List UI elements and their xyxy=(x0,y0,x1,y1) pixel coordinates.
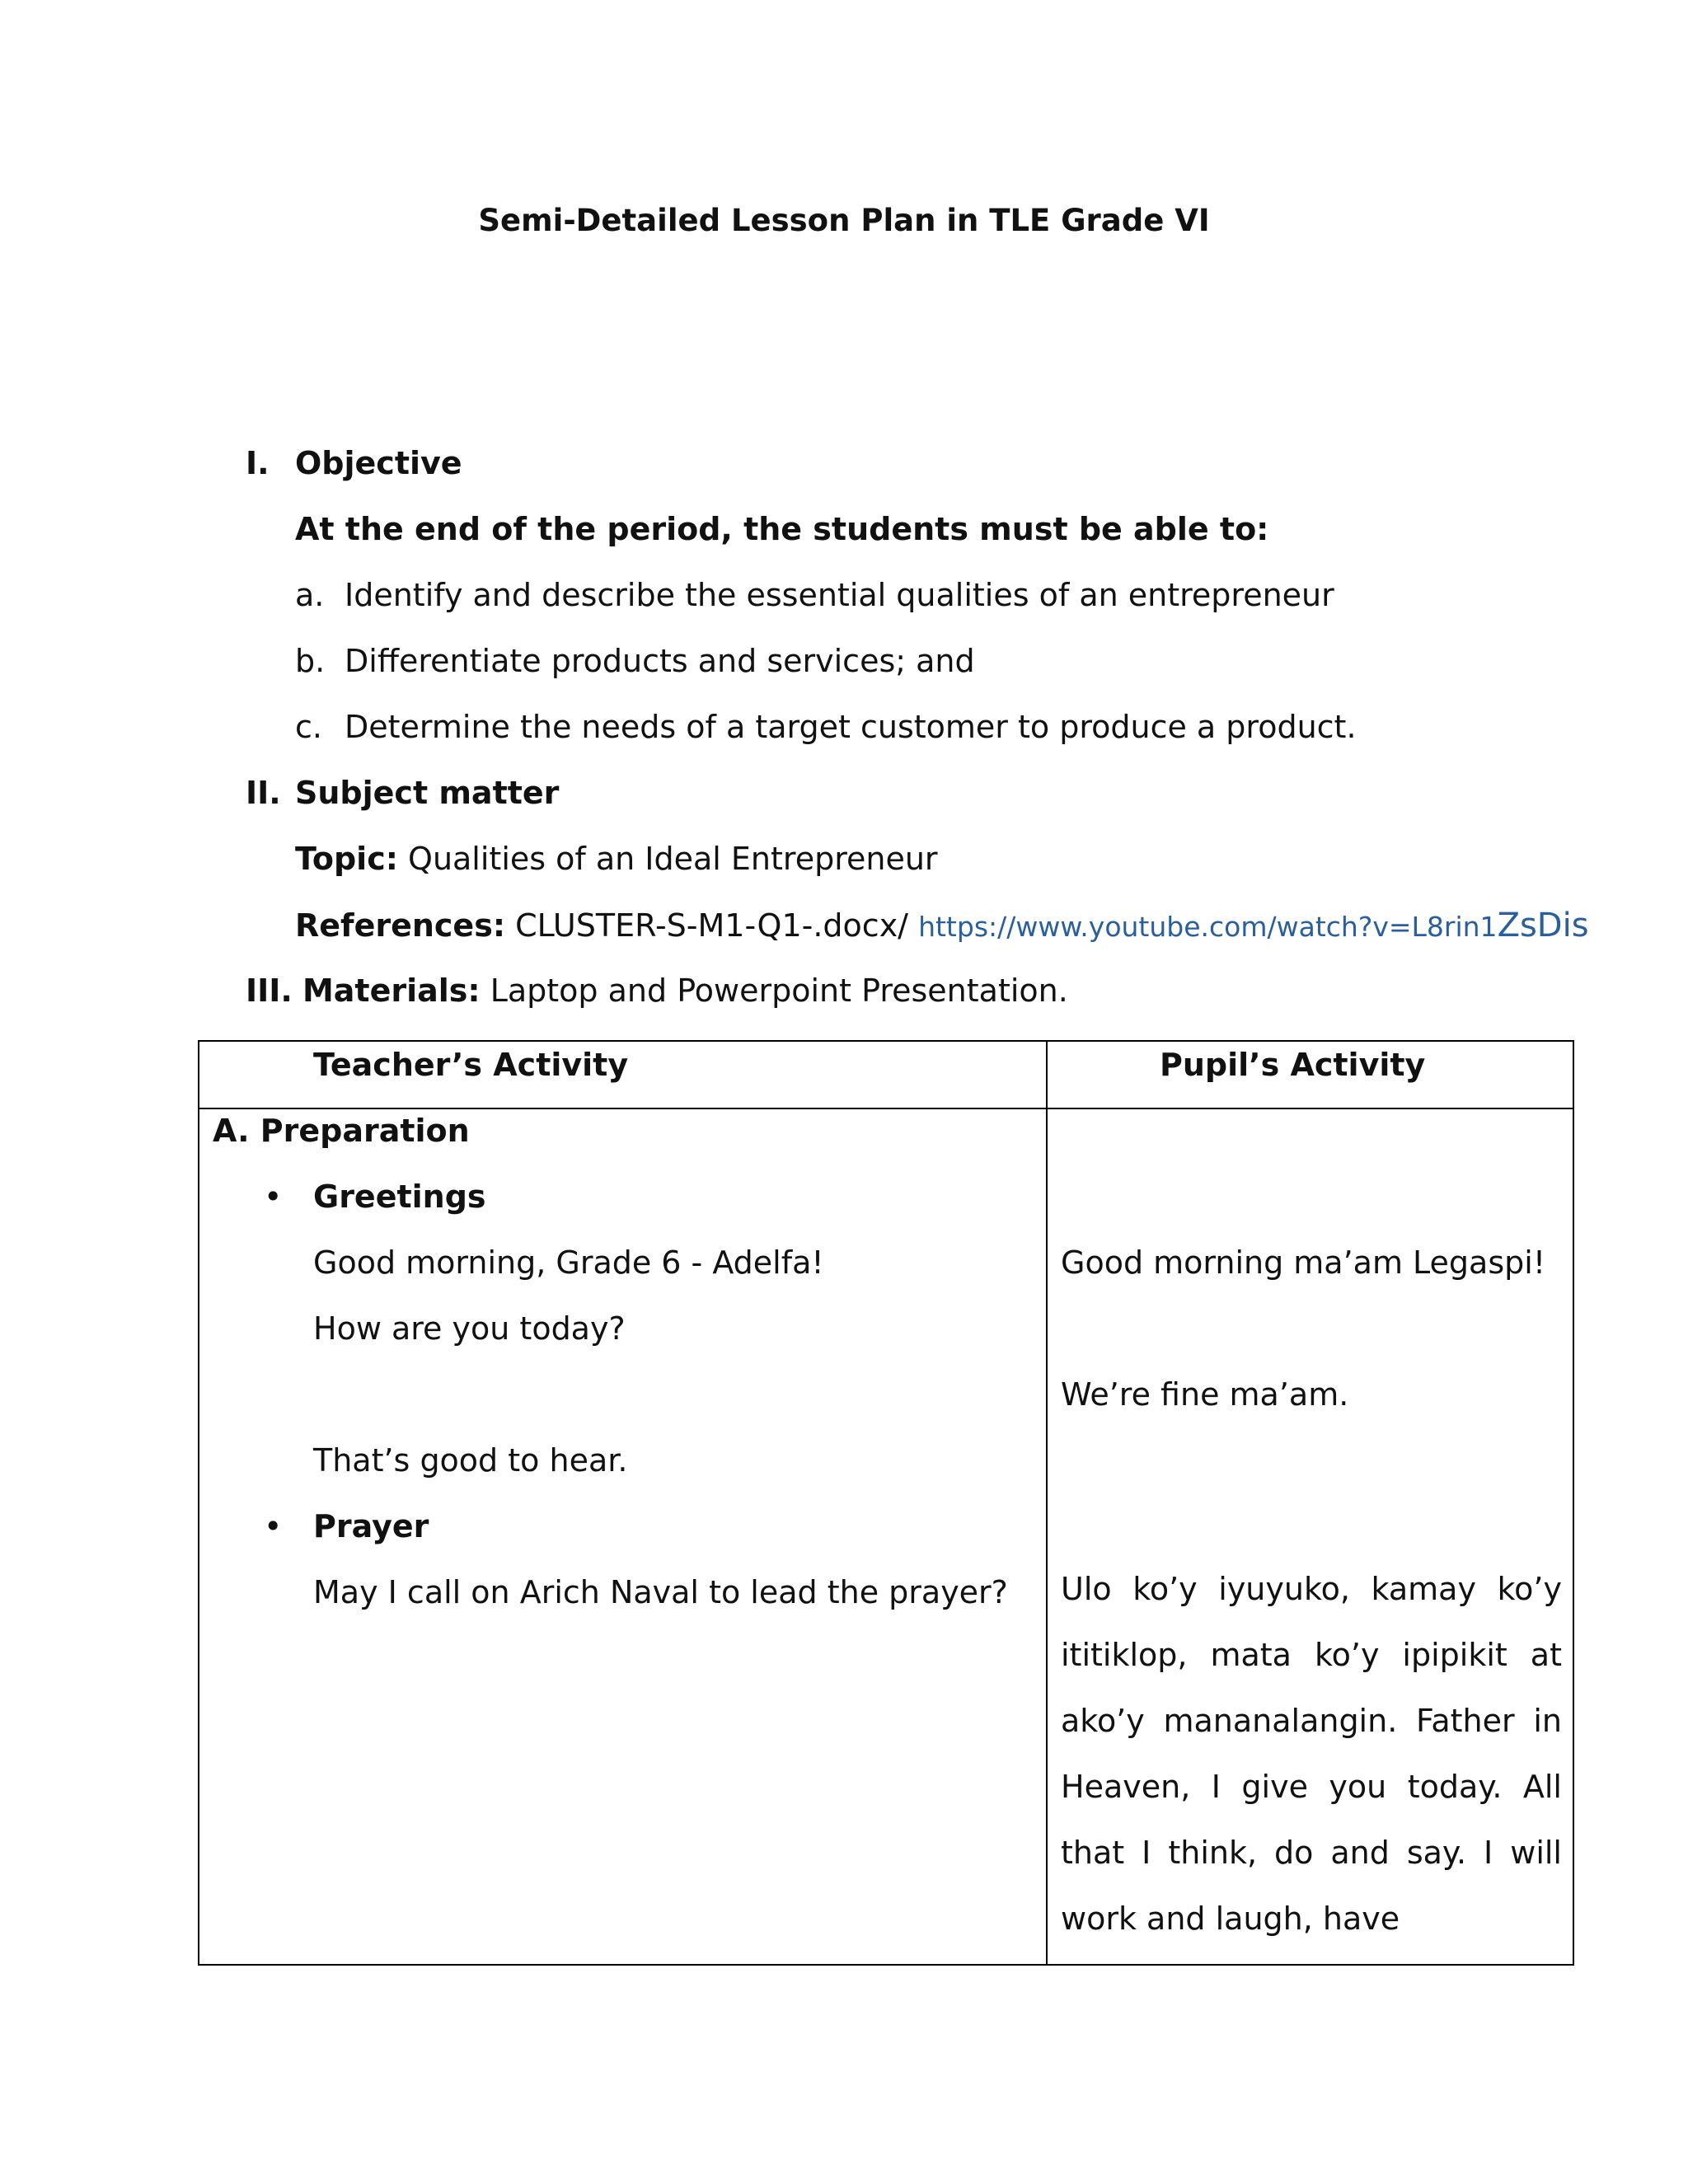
topic-label: Topic: xyxy=(295,841,398,877)
objective-item-b-letter: b. xyxy=(295,643,326,679)
column-header-teacher: Teacher’s Activity xyxy=(313,1047,629,1083)
materials-label: Materials: xyxy=(302,972,481,1009)
bullet-greetings: • xyxy=(264,1179,283,1215)
section-numeral-objective: I. xyxy=(246,445,270,481)
teacher-line-3: That’s good to hear. xyxy=(313,1442,628,1479)
pupil-line-2: We’re fine ma’am. xyxy=(1061,1376,1349,1413)
references-url-part-2: ZsDis xyxy=(1497,907,1589,944)
teacher-line-2: How are you today? xyxy=(313,1310,626,1347)
objective-item-b: Differentiate products and services; and xyxy=(345,643,975,679)
pupil-line-1: Good morning ma’am Legaspi! xyxy=(1061,1244,1546,1281)
bullet-prayer: • xyxy=(264,1508,283,1544)
column-header-pupil: Pupil’s Activity xyxy=(1160,1047,1426,1083)
topic-value: Qualities of an Ideal Entrepreneur xyxy=(408,841,938,877)
objective-heading: Objective xyxy=(295,445,462,481)
references-label: References: xyxy=(295,907,506,944)
references-line xyxy=(295,907,1589,944)
subject-matter-heading: Subject matter xyxy=(295,775,560,811)
objective-item-a: Identify and describe the essential qualities of an entrepreneur xyxy=(345,577,1334,613)
references-file: CLUSTER-S-M1-Q1-.docx/ xyxy=(515,907,908,944)
prayer-teacher-line: May I call on Arich Naval to lead the prayer? xyxy=(313,1574,1008,1610)
objective-item-a-letter: a. xyxy=(295,577,325,613)
objective-item-c: Determine the needs of a target customer to produce a product. xyxy=(345,709,1357,745)
document-title: Semi-Detailed Lesson Plan in TLE Grade VI xyxy=(478,203,1210,238)
activity-table xyxy=(198,1040,1574,1966)
table-column-divider xyxy=(1046,1042,1048,1964)
table-header-divider xyxy=(199,1108,1573,1109)
materials-line xyxy=(246,972,1068,1009)
section-numeral-subject: II. xyxy=(246,775,281,811)
objective-intro: At the end of the period, the students must be able to: xyxy=(295,511,1269,547)
teacher-line-1: Good morning, Grade 6 - Adelfa! xyxy=(313,1244,824,1281)
prayer-pupil-text: Ulo ko’y iyuyuko, kamay ko’y ititiklop, mata ko’y ipipikit at ako’y mananalangin. Father in Heaven, I give you today. All that I think, do and say. I will work and laugh, have xyxy=(1061,1571,1562,1937)
references-link[interactable] xyxy=(918,907,1589,944)
materials-value: Laptop and Powerpoint Presentation. xyxy=(490,972,1068,1009)
prayer-heading: Prayer xyxy=(313,1508,429,1544)
topic-line xyxy=(295,841,938,877)
references-url-part-1: https://www.youtube.com/watch?v=L8rin1 xyxy=(918,911,1498,943)
greetings-heading: Greetings xyxy=(313,1179,486,1215)
objective-item-c-letter: c. xyxy=(295,709,322,745)
section-numeral-materials: III. xyxy=(246,972,293,1009)
section-preparation: A. Preparation xyxy=(213,1113,470,1149)
